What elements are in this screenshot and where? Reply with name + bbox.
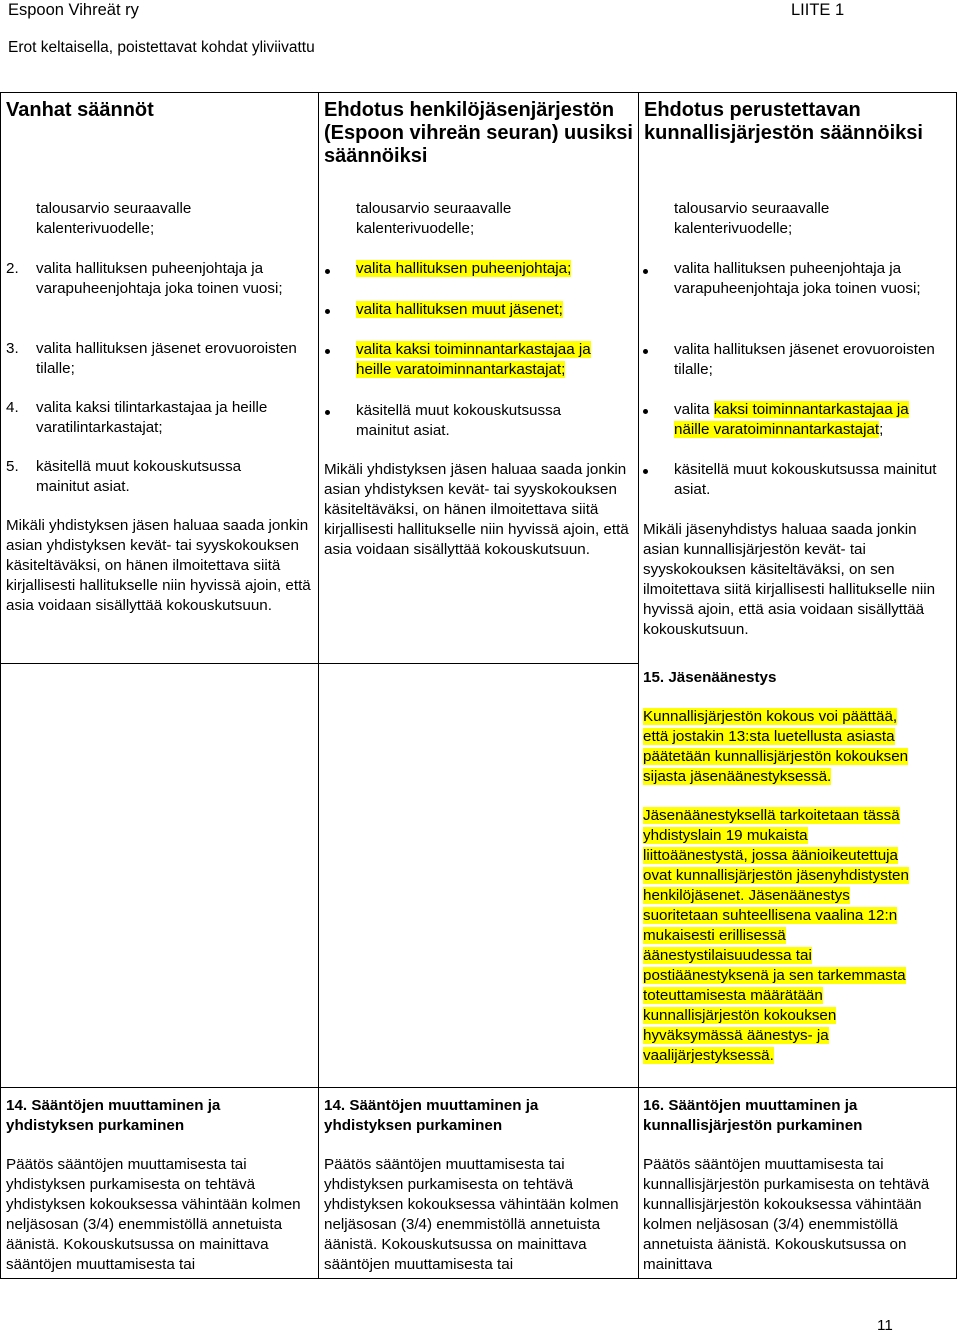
old-item-text: valita hallituksen jäsenet erovuoroisten tilalle; — [36, 340, 297, 377]
org-name: Espoon Vihreät ry — [8, 1, 139, 19]
column-header-proposal-person: Ehdotus henkilöjäsenjärjestön (Espoon vihreän seuran) uusiksi säännöiksi — [324, 99, 633, 167]
bullet-icon — [643, 409, 648, 414]
right-bullet-2: valita hallituksen jäsenet erovuoroisten tilalle; — [674, 341, 935, 378]
right-budget-item: talousarvio seuraavalle kalenterivuodelle; — [674, 200, 830, 237]
mid-bullet-3: valita kaksi toiminnantarkastajaa ja heille varatoiminnantarkastajat; — [356, 341, 591, 378]
mid-paragraph: Mikäli yhdistyksen jäsen haluaa saada jonkin asian yhdistyksen kevät- tai syyskokouksen käsiteltäväksi, on hänen ilmoitettava siitä kirjallisesti hallitukselle niin hyvissä ajoin, että asia voidaan sisällyttää kokouskutsuun. — [324, 461, 629, 558]
old-item-text: valita kaksi tilintarkastajaa ja heille varatilintarkastajat; — [36, 399, 268, 436]
right-section-15-para-2: Jäsenäänestyksellä tarkoitetaan tässä yhdistyslain 19 mukaista liittoäänestystä, jossa äänioikeutettuja ovat kunnallisjärjestön jäsenyhdistysten henkilöjäsenet. Jäsenäänestys suoritetaan suhteellisena vaalina 12:n mukaisesti erillisessä äänestystilaisuudessa tai postiäänestyksenä ja sen tarkemmasta toteuttamisesta määrätään kunnallisjärjestön kokouksen hyväksymässä äänestys- ja vaalijärjestyksessä. — [643, 807, 909, 1064]
mid-bullet-1: valita hallituksen puheenjohtaja; — [356, 260, 572, 277]
doc-subtitle: Erot keltaisella, poistettavat kohdat yliviivattu — [8, 39, 315, 56]
column-header-old: Vanhat säännöt — [6, 99, 154, 121]
mid-bullet-4: käsitellä muut kokouskutsussa mainitut asiat. — [356, 402, 562, 439]
old-item-number: 5. — [6, 458, 19, 475]
old-item-text: valita hallituksen puheenjohtaja ja varapuheenjohtaja joka toinen vuosi; — [36, 260, 283, 297]
right-section-15-para-1: Kunnallisjärjestön kokous voi päättää, että jostakin 13:sta luetellusta asiasta päätetään kunnallisjärjestön kokouksen sijasta jäsenäänestyksessä. — [643, 708, 909, 785]
old-item-text: käsitellä muut kokouskutsussa mainitut asiat. — [36, 458, 242, 495]
right-bullet-1: valita hallituksen puheenjohtaja ja varapuheenjohtaja joka toinen vuosi; — [674, 260, 921, 297]
bullet-icon — [325, 349, 330, 354]
bullet-icon — [325, 410, 330, 415]
right-bullet-4: käsitellä muut kokouskutsussa mainitut asiat. — [674, 461, 937, 498]
attachment-label: LIITE 1 — [791, 1, 845, 19]
bullet-icon — [325, 269, 330, 274]
right-bullet-3: valita kaksi toiminnantarkastajaa ja näille varatoiminnantarkastajat; — [674, 401, 909, 438]
bullet-icon — [643, 349, 648, 354]
bullet-icon — [643, 469, 648, 474]
column-header-proposal-municipal: Ehdotus perustettavan kunnallisjärjestön säännöiksi — [644, 99, 923, 144]
right-section-16-text: Päätös sääntöjen muuttamisesta tai kunnallisjärjestön purkamisesta on tehtävä kunnallisjärjestön kokouksessa vähintään kolmen neljäsosan (3/4) enemmistöllä annetuista äänistä. Kokouskutsussa on mainittava — [643, 1156, 930, 1273]
mid-bullet-2: valita hallituksen muut jäsenet; — [356, 301, 563, 318]
mid-section-14-title: 14. Sääntöjen muuttaminen ja yhdistyksen purkaminen — [324, 1097, 539, 1134]
old-section-14-title: 14. Sääntöjen muuttaminen ja yhdistyksen purkaminen — [6, 1097, 221, 1134]
right-section-15-title: 15. Jäsenäänestys — [643, 669, 777, 686]
old-paragraph: Mikäli yhdistyksen jäsen haluaa saada jonkin asian yhdistyksen kevät- tai syyskokouksen käsiteltäväksi, on hänen ilmoitettava siitä kirjallisesti hallitukselle niin hyvissä ajoin, että asia voidaan sisällyttää kokouskutsuun. — [6, 517, 311, 614]
old-item-number: 4. — [6, 399, 19, 416]
old-item-number: 3. — [6, 340, 19, 357]
mid-budget-item: talousarvio seuraavalle kalenterivuodelle; — [356, 200, 512, 237]
old-section-14-text: Päätös sääntöjen muuttamisesta tai yhdistyksen purkamisesta on tehtävä yhdistyksen kokouksessa vähintään kolmen neljäsosan (3/4) enemmistöllä annetuista äänistä. Kokouskutsussa on mainittava sääntöjen muuttamisesta tai — [6, 1156, 301, 1273]
right-section-16-title: 16. Sääntöjen muuttaminen ja kunnallisjärjestön purkaminen — [643, 1097, 863, 1134]
old-item-number: 2. — [6, 260, 19, 277]
old-budget-item: talousarvio seuraavalle kalenterivuodelle; — [36, 200, 192, 237]
bullet-icon — [325, 309, 330, 314]
page-number: 11 — [877, 1317, 893, 1334]
mid-section-14-text: Päätös sääntöjen muuttamisesta tai yhdistyksen purkamisesta on tehtävä yhdistyksen kokouksessa vähintään kolmen neljäsosan (3/4) enemmistöllä annetuista äänistä. Kokouskutsussa on mainittava sääntöjen muuttamisesta tai — [324, 1156, 619, 1273]
right-paragraph: Mikäli jäsenyhdistys haluaa saada jonkin asian kunnallisjärjestön kevät- tai syyskokouksen käsiteltäväksi, on sen ilmoitettava siitä kirjallisesti hallitukselle niin hyvissä ajoin, että asia voidaan sisällyttää kokouskutsuun. — [643, 521, 936, 638]
bullet-icon — [643, 269, 648, 274]
